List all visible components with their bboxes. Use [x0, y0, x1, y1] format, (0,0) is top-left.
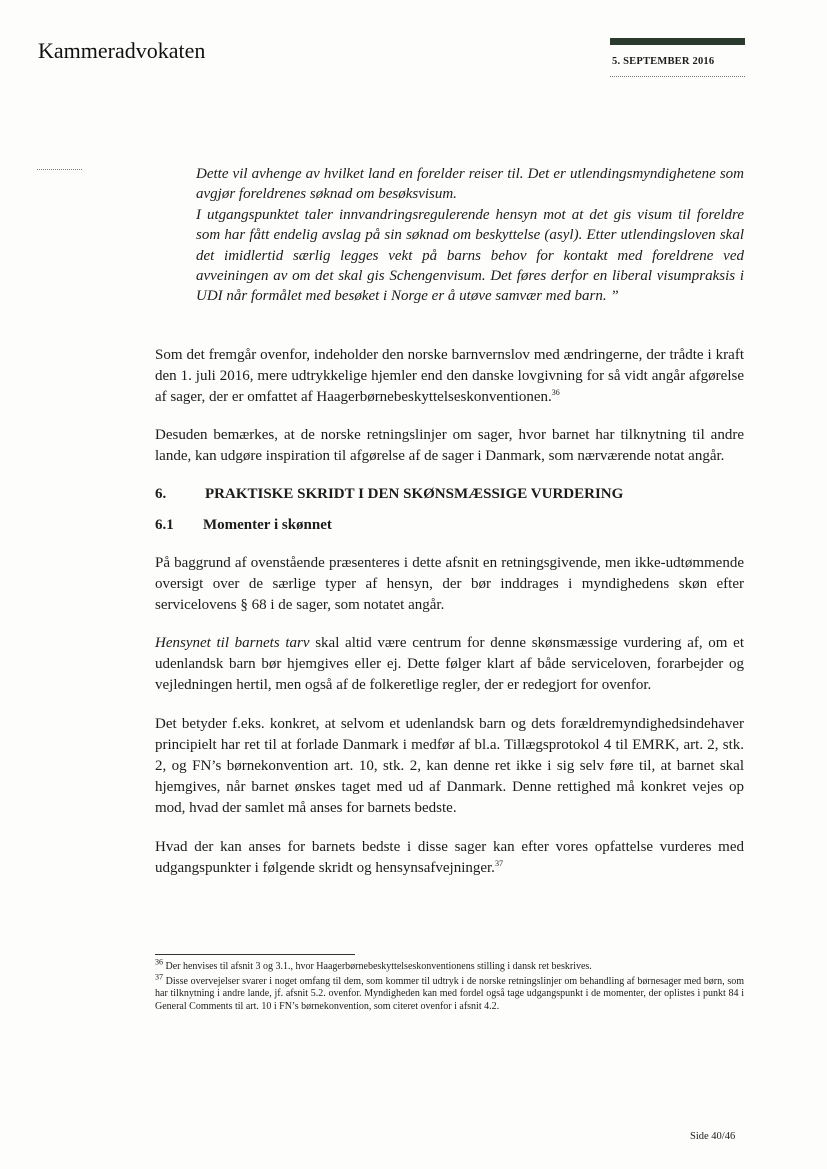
firm-name: Kammeradvokaten [38, 38, 206, 63]
body-paragraph: Det betyder f.eks. konkret, at selvom et udenlandsk barn og dets forældremyndighedsindehaver principielt har ret til at forlade Danmark i medfør af bl.a. Tillægsprotokol 4 til EMRK, art. 2, stk. 2, og FN’s børnekonvention art. 10, stk. 2, kan denne ret ikke i sig selv føre til, at barnet skal hjemgives, når barnet ønskes taget med ud af Danmark. Denne rettighed må konkret vejes op mod, hvad der samlet må anses for barnets bedste. [155, 716, 744, 816]
body-paragraph: Som det fremgår ovenfor, indeholder den norske barnvernslov med ændringerne, der trådte i kraft den 1. juli 2016, mere udtrykkelige hjemler end den danske lovgivning for så vidt angår afgørelse af sager, der er omfattet af Haagerbørnebeskyttelseskonventionen.$^{36}$ [155, 347, 744, 405]
subsection-number: 6.1 [155, 517, 174, 533]
date-dotted-rule [610, 76, 745, 77]
body-paragraph: Desuden bemærkes, at de norske retningslinjer om sager, hvor barnet har tilknytning til andre lande, kan udgøre inspiration til afgørelse af de sager i Danmark, som nærværende notat angår. [155, 427, 744, 464]
footnotes [155, 957, 744, 1015]
block-quote [196, 164, 744, 307]
body-paragraph: Hvad der kan anses for barnets bedste i disse sager kan efter vores opfattelse vurderes med udgangspunkter i følgende skridt og hensynsafvejninger.$^{37}$ [155, 839, 744, 876]
section-number: 6. [155, 486, 167, 502]
quote-paragraph: Dette vil avhenge av hvilket land en forelder reiser til. Det er utlendingsmyndighetene som avgjør foreldrenes søknad om besøksvisum. [196, 166, 744, 203]
section-heading [155, 484, 744, 505]
quote-paragraph: I utgangspunktet taler innvandringsregulerende hensyn mot at det gis visum til foreldre som har fått endelig avslag på sin søknad om beskyttelse (asyl). Etter utlendingsloven skal det imidlertid særlig legges vekt på barns behov for kontakt med foreldrene ved avveiningen av om det skal gis Schengenvisum. Det føres derfor en liberal visumpraksis i UDI når formålet med besøket i Norge er å utøve samvær med barn. ” [196, 206, 744, 305]
subsection-title: Momenter i skønnet [203, 517, 332, 533]
body-paragraph: På baggrund af ovenstående præsenteres i dette afsnit en retningsgivende, men ikke-udtømmende oversigt over de særlige typer af hensyn, der bør inddrages i myndighedens skøn efter servicelovens § 68 i de sager, som notatet angår. [155, 555, 744, 613]
section-title: PRAKTISKE SKRIDT I DEN SKØNSMÆSSIGE VURDERING [205, 486, 624, 502]
body-paragraph: Hensynet til barnets tarv skal altid være centrum for denne skønsmæssige vurdering af, om et udenlandsk barn bør hjemgives eller ej. Dette følger klart af både serviceloven, forarbejder og vejledningen hertil, men også af de folkeretlige regler, der er redegjort for ovenfor. [155, 635, 744, 693]
header-date: 5. SEPTEMBER 2016 [612, 56, 715, 67]
footnote-ref[interactable]: 37 [494, 859, 503, 868]
footnote: $^{36}$ Der henvises til afsnit 3 og 3.1., hvor Haagerbørnebeskyttelseskonventionens stilling i dansk ret beskrives. [155, 957, 592, 972]
footnote: $^{37}$ Disse overvejelser svarer i noget omfang til dem, som kommer til udtryk i de norske retningslinjer om behandling af børnesager med børn, som har tilknytning i andre lande, jf. afsnit 5.2. ovenfor. Myndigheden kan med fordel også tage udgangspunkt i de momenter, der oplistes i punkt 84 i General Comments til art. 10 i FN’s børnekonvention, som citeret ovenfor i afsnit 4.2. [155, 972, 744, 1012]
margin-dotted-rule [37, 169, 82, 170]
body-text [155, 345, 744, 896]
header-bar [610, 38, 745, 45]
footnote-ref[interactable]: 36 [551, 388, 560, 397]
footnote-rule [155, 954, 355, 955]
page-number: Side 40/46 [690, 1131, 736, 1142]
subsection-heading [155, 515, 744, 536]
